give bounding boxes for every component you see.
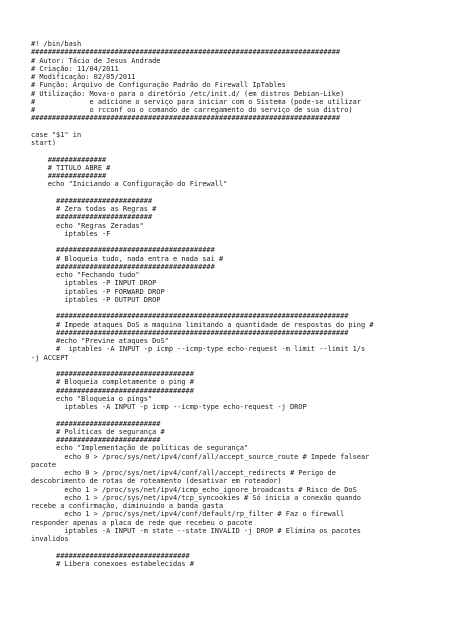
script-line — [31, 362, 441, 370]
script-line — [31, 411, 441, 419]
script-line: ###################################################################### — [31, 328, 349, 337]
script-line: # Modificação: 02/05/2011 — [31, 73, 136, 81]
script-line: iptables -F — [31, 229, 111, 238]
script-line: ################################# — [31, 370, 194, 378]
script-line: ###################################################################### — [31, 312, 349, 321]
script-line: case "$1" in — [31, 130, 82, 139]
script-line: descobrimento de rotas de roteamento (desativar em roteador) — [31, 477, 282, 486]
script-line: # Bloqueia completamente o ping # — [31, 378, 194, 387]
script-line: ###################################### — [31, 246, 215, 255]
script-line: ############## — [31, 155, 107, 164]
script-line: iptables -P FORWARD DROP — [31, 287, 165, 296]
script-line: # e adicione o serviço para iniciar com o Sistema (pode-se utilizar — [31, 97, 361, 106]
script-line: # TITULO ABRE # — [31, 163, 111, 172]
script-line: # Bloqueia tudo, nada entra e nada sai # — [31, 254, 224, 263]
script-line: echo "Iniciando a Configuração do Firewall" — [31, 180, 228, 189]
script-document — [31, 40, 441, 568]
script-line: recebe a confirmação, diminuindo a banda gasta — [31, 502, 224, 510]
script-line: invalidos — [31, 535, 69, 543]
script-line: echo "Implementação de políticas de segurança" — [31, 444, 249, 453]
script-line — [31, 543, 441, 551]
script-line: # Criação: 11/04/2011 — [31, 64, 119, 73]
script-line: # Autor: Tácio de Jesus Andrade — [31, 56, 161, 65]
script-line: ################################# — [31, 386, 194, 395]
script-line: start) — [31, 139, 57, 147]
script-line: # Impede ataques DoS a maquina limitando a quantidade de respostas do ping # — [31, 320, 374, 329]
script-line: echo 1 > /proc/sys/net/ipv4/tcp_syncookies # Só inicia a conexão quando — [31, 493, 361, 502]
script-line: -j ACCEPT — [31, 353, 69, 362]
script-line: ############## — [31, 172, 107, 180]
script-line: # Utilização: Mova-o para o diretório /etc/init.d/ (em distros Debian-Like) — [31, 89, 345, 98]
script-line: echo 0 > /proc/sys/net/ipv4/conf/all/accept_redirects # Perigo de — [31, 469, 336, 477]
script-line — [31, 123, 441, 131]
script-line: # Função: Arquivo de Configuração Padrão do Firewall IpTables — [31, 81, 286, 90]
script-line: echo 1 > /proc/sys/net/ipv4/icmp_echo_ignore_broadcasts # Risco de DoS — [31, 485, 357, 494]
script-line: #! /bin/bash — [31, 40, 82, 48]
script-line: iptables -P INPUT DROP — [31, 279, 157, 288]
script-line: ######################### — [31, 419, 161, 428]
script-line: ###################################### — [31, 262, 215, 271]
script-line: echo 0 > /proc/sys/net/ipv4/conf/all/accept_source_route # Impede falsear — [31, 452, 370, 461]
script-line — [31, 238, 441, 246]
script-line: echo "Regras Zeradas" — [31, 221, 144, 230]
script-line: echo 1 > /proc/sys/net/ipv4/conf/default/rp_filter # Faz o firewall — [31, 510, 345, 519]
script-line: ####################### — [31, 196, 153, 205]
script-line: ####################### — [31, 213, 153, 222]
script-line — [31, 147, 441, 155]
script-line: pacote — [31, 460, 57, 469]
script-line — [31, 304, 441, 312]
script-line: # Políticas de segurança # — [31, 427, 165, 436]
script-line: echo "Bloqueia o pings" — [31, 394, 153, 403]
script-line: # Libera conexoes estabelecidas # — [31, 559, 194, 568]
script-line: echo "Fechando tudo" — [31, 271, 140, 279]
script-line: # iptables -A INPUT -p icmp --icmp-type echo-request -m limit --limit 1/s — [31, 345, 366, 354]
script-line: # Zera todas as Regras # — [31, 205, 157, 213]
script-line: iptables -A INPUT -p icmp --icmp-type echo-request -j DROP — [31, 403, 307, 411]
script-line: responder apenas a placa de rede que recebeu o pacote — [31, 518, 253, 527]
script-line: #echo "Previne ataques DoS" — [31, 337, 169, 345]
script-line: ######################### — [31, 436, 161, 444]
script-line: ########################################################################## — [31, 48, 341, 57]
script-line — [31, 189, 441, 197]
script-line: ################################ — [31, 551, 190, 560]
script-line: iptables -A INPUT -m state --state INVALID -j DROP # Elimina os pacotes — [31, 526, 361, 535]
script-line: ########################################################################## — [31, 114, 341, 123]
script-line: # o rcconf ou o comando de carregamento do serviço de sua distro) — [31, 106, 353, 114]
script-line: iptables -P OUTPUT DROP — [31, 295, 161, 304]
